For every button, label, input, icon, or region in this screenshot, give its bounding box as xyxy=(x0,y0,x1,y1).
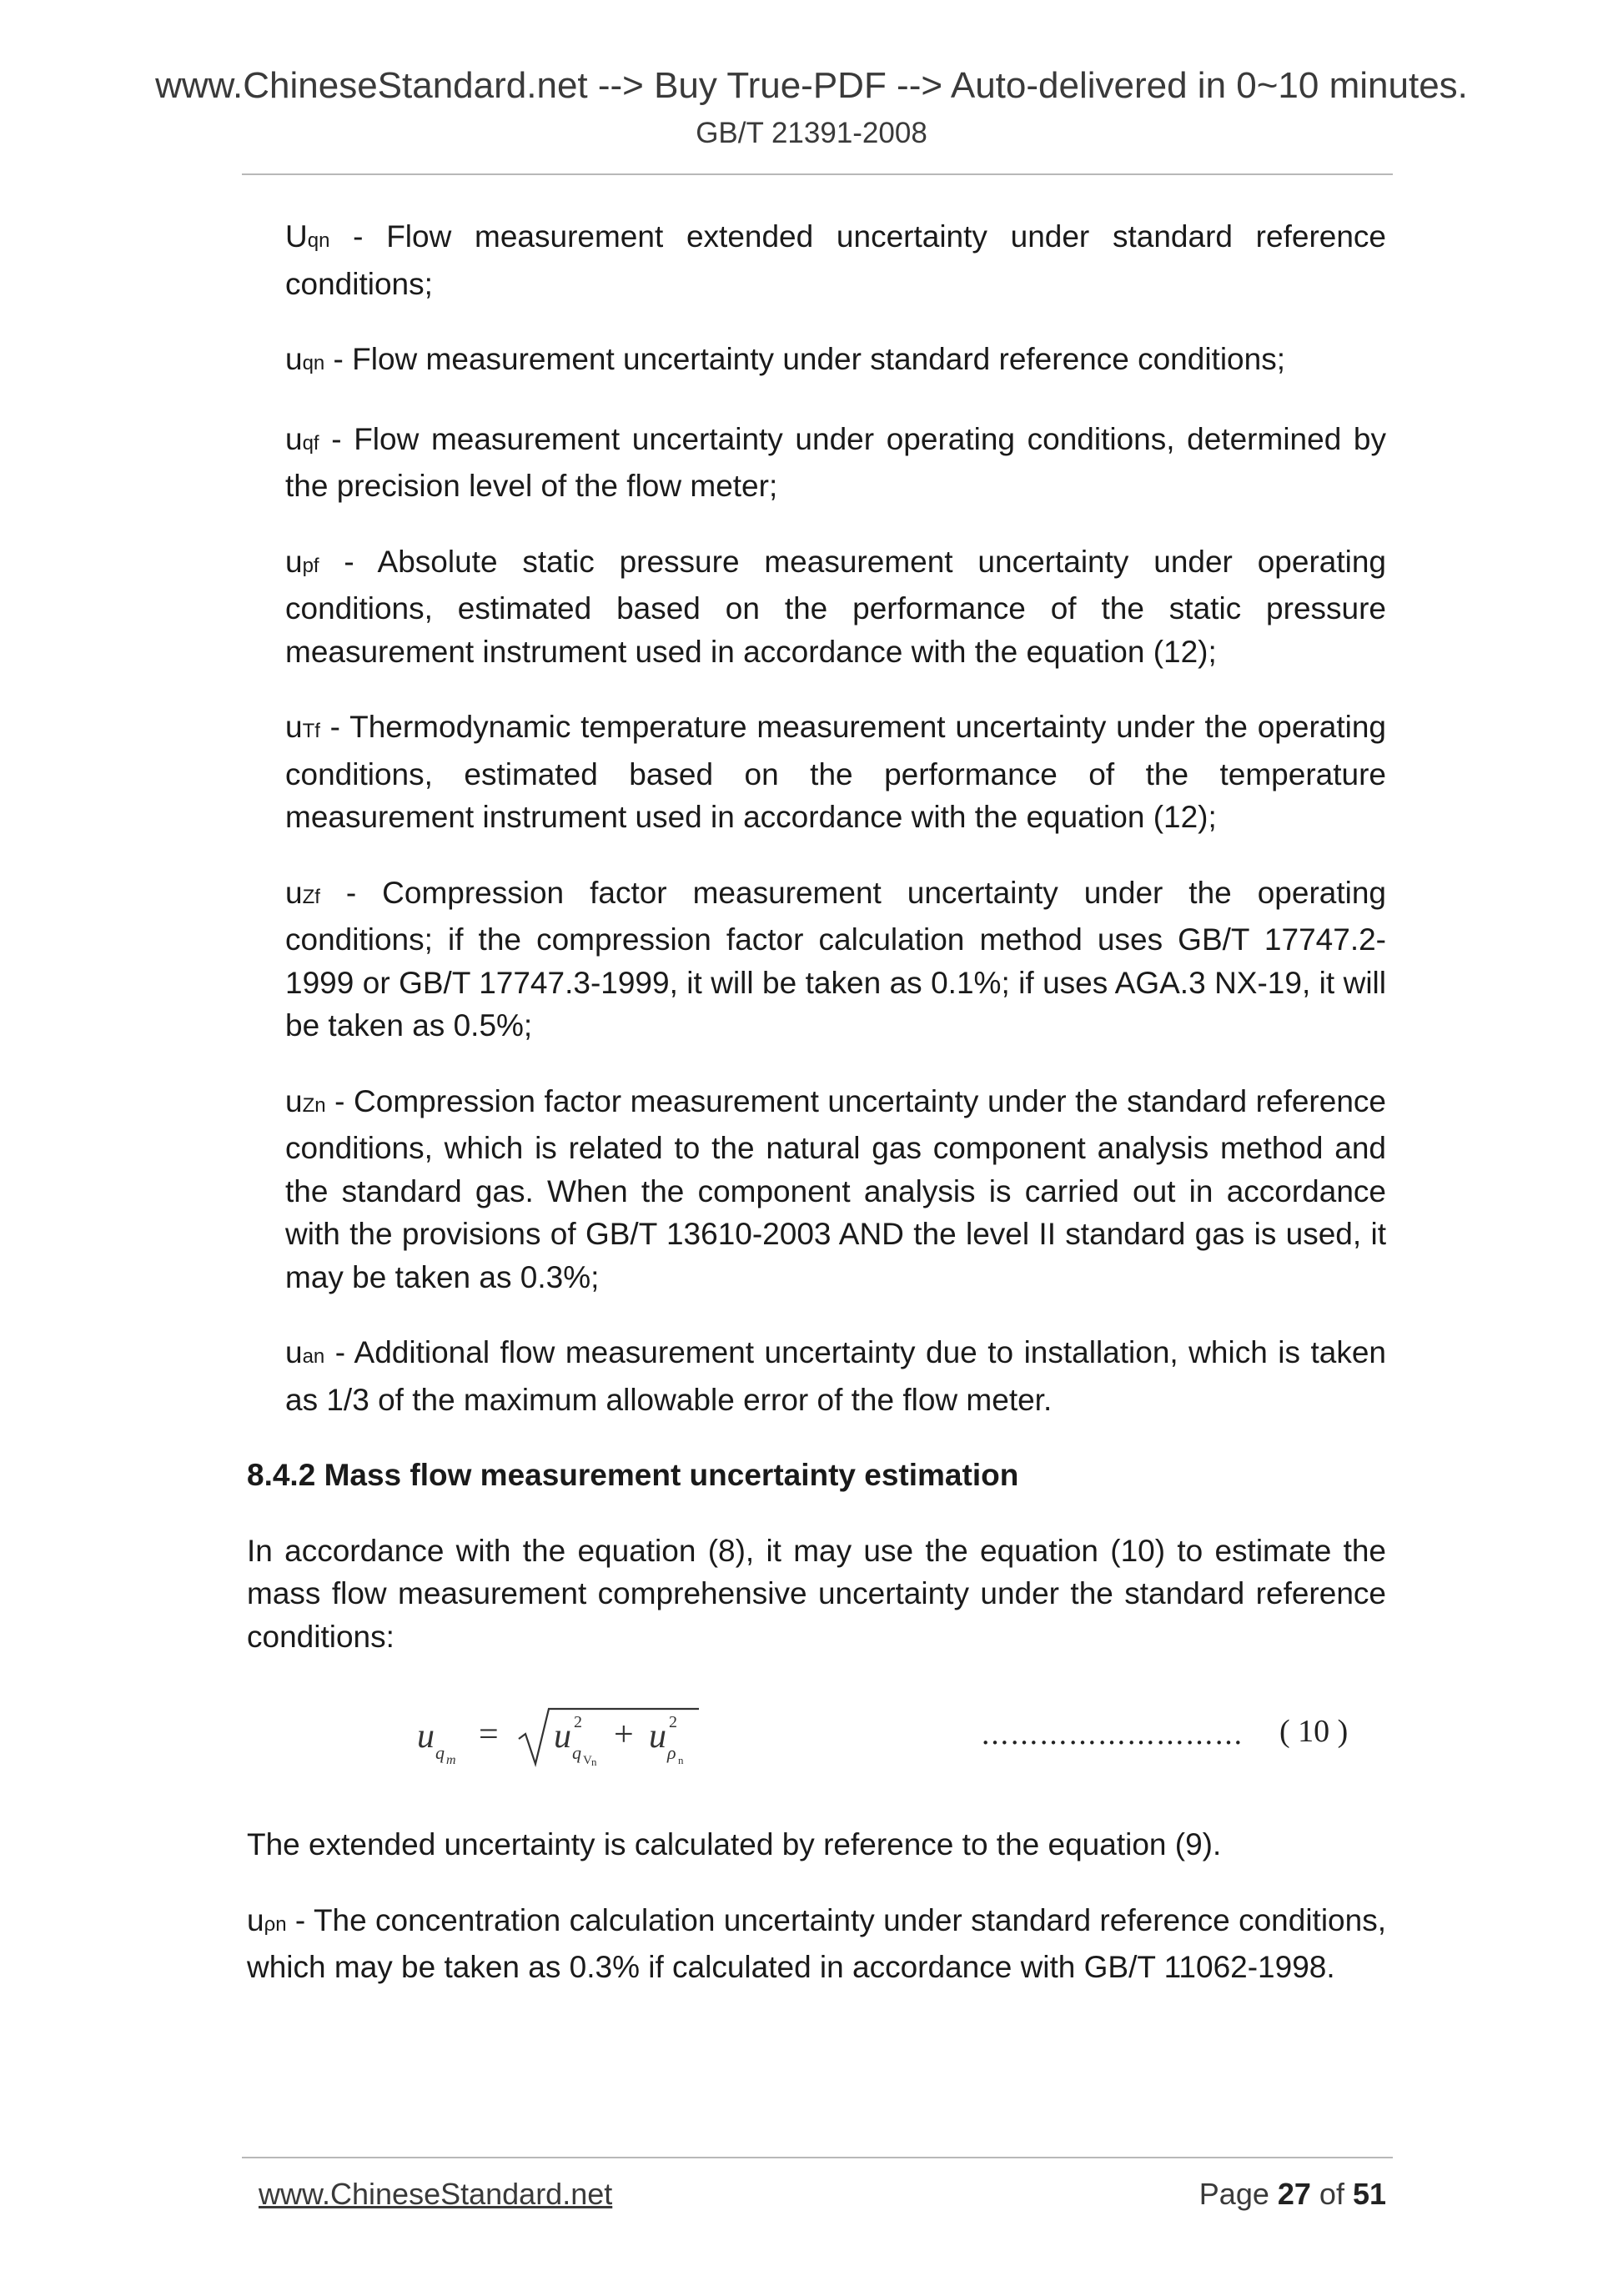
symbol-subscript: ρn xyxy=(264,1912,287,1936)
symbol-subscript: Zn xyxy=(302,1093,326,1117)
definition-text: - Compression factor measurement uncertainty under the standard reference conditions, which is related to the natural gas component analysis method and the standard gas. When the component analysis is carried out in accordance with the provisions of GB/T 13610-2003 AND the level II standard gas is used, it may be taken as 0.3%; xyxy=(285,1083,1386,1294)
section-heading: 8.4.2 Mass flow measurement uncertainty estimation xyxy=(247,1458,1019,1492)
symbol-subscript: qn xyxy=(307,229,330,252)
symbol: u xyxy=(247,1902,264,1937)
header-divider xyxy=(242,173,1393,175)
definition-item xyxy=(285,1080,1386,1299)
equation-10 xyxy=(247,1691,1386,1791)
svg-text:u: u xyxy=(649,1717,666,1756)
definition-item xyxy=(247,1899,1386,1989)
symbol-subscript: pf xyxy=(302,554,319,577)
symbol-subscript: qn xyxy=(302,352,325,374)
symbol: U xyxy=(285,219,308,254)
definition-text: - Flow measurement uncertainty under standard reference conditions; xyxy=(324,342,1285,376)
symbol: u xyxy=(285,421,303,456)
svg-text:q: q xyxy=(435,1742,445,1763)
symbol: u xyxy=(285,1083,303,1118)
svg-text:+: + xyxy=(614,1716,634,1754)
symbol-subscript: qf xyxy=(302,431,319,455)
definition-text: - Absolute static pressure measurement uncertainty under operating conditions, estimated based on the performance of the static pressure measurement instrument used in accordance with the equation (12); xyxy=(285,544,1386,669)
definition-text: - Flow measurement extended uncertainty under standard reference conditions; xyxy=(285,219,1386,301)
definition-item xyxy=(285,540,1386,674)
symbol: u xyxy=(285,1335,303,1369)
equation-formula xyxy=(414,1696,731,1787)
definition-item xyxy=(285,215,1386,305)
symbol: u xyxy=(285,875,303,910)
document-body xyxy=(247,215,1386,2022)
definition-text: - Compression factor measurement uncertainty under the operating conditions; if the compression factor calculation method uses GB/T 17747.2-1999 or GB/T 17747.3-1999, it will be taken as 0.1%; if uses AGA.3 NX-19, it will be taken as 0.5%; xyxy=(285,875,1386,1042)
svg-text:q: q xyxy=(572,1742,581,1763)
svg-text:V: V xyxy=(583,1754,592,1767)
definition-item xyxy=(285,872,1386,1048)
definition-text: - Thermodynamic temperature measurement uncertainty under the operating conditions, estimated based on the performance of the temperature measurement instrument used in accordance with the equation (12); xyxy=(285,710,1386,834)
definition-text: - Additional flow measurement uncertainty due to installation, which is taken as 1/3 of the maximum allowable error of the flow meter. xyxy=(285,1335,1386,1417)
svg-text:u: u xyxy=(417,1717,435,1756)
page-of: of xyxy=(1310,2177,1353,2211)
extended-uncertainty-note: The extended uncertainty is calculated by reference to the equation (9). xyxy=(247,1827,1222,1861)
svg-text:n: n xyxy=(678,1754,684,1766)
svg-text:2: 2 xyxy=(669,1713,677,1731)
definition-item xyxy=(285,418,1386,508)
svg-text:n: n xyxy=(591,1756,597,1768)
footer-site-link[interactable]: www.ChineseStandard.net xyxy=(259,2177,613,2211)
header-banner: www.ChineseStandard.net --> Buy True-PDF --> Auto-delivered in 0~10 minutes. xyxy=(155,65,1468,106)
definition-text: - Flow measurement uncertainty under operating conditions, determined by the precision level of the flow meter; xyxy=(285,421,1386,503)
definition-text: - The concentration calculation uncertainty under standard reference conditions, which may be taken as 0.3% if calculated in accordance with GB/T 11062-1998. xyxy=(247,1902,1386,1984)
footer-divider xyxy=(242,2157,1393,2158)
symbol: u xyxy=(285,544,303,579)
page-indicator xyxy=(1199,2177,1386,2212)
standard-number: GB/T 21391-2008 xyxy=(696,117,927,149)
equation-leader-dots: ……………………… xyxy=(981,1718,1244,1751)
symbol-subscript: an xyxy=(302,1345,325,1368)
symbol: u xyxy=(285,342,303,376)
svg-text:ρ: ρ xyxy=(667,1742,676,1763)
definition-item xyxy=(285,338,1386,385)
definition-item xyxy=(285,706,1386,839)
svg-text:=: = xyxy=(479,1716,499,1754)
symbol-subscript: Tf xyxy=(302,720,320,742)
svg-text:2: 2 xyxy=(574,1713,582,1731)
symbol-subscript: Zf xyxy=(302,885,320,908)
page-current: 27 xyxy=(1277,2177,1311,2211)
definition-item xyxy=(285,1331,1386,1421)
page-prefix: Page xyxy=(1198,2177,1278,2211)
section-intro: In accordance with the equation (8), it may use the equation (10) to estimate the mass flow measurement comprehensive uncertainty under the standard reference conditions: xyxy=(247,1533,1386,1654)
svg-text:m: m xyxy=(446,1753,456,1767)
symbol: u xyxy=(285,710,303,744)
equation-number: ( 10 ) xyxy=(1279,1714,1349,1749)
svg-text:u: u xyxy=(554,1717,571,1756)
page-total: 51 xyxy=(1352,2177,1386,2211)
